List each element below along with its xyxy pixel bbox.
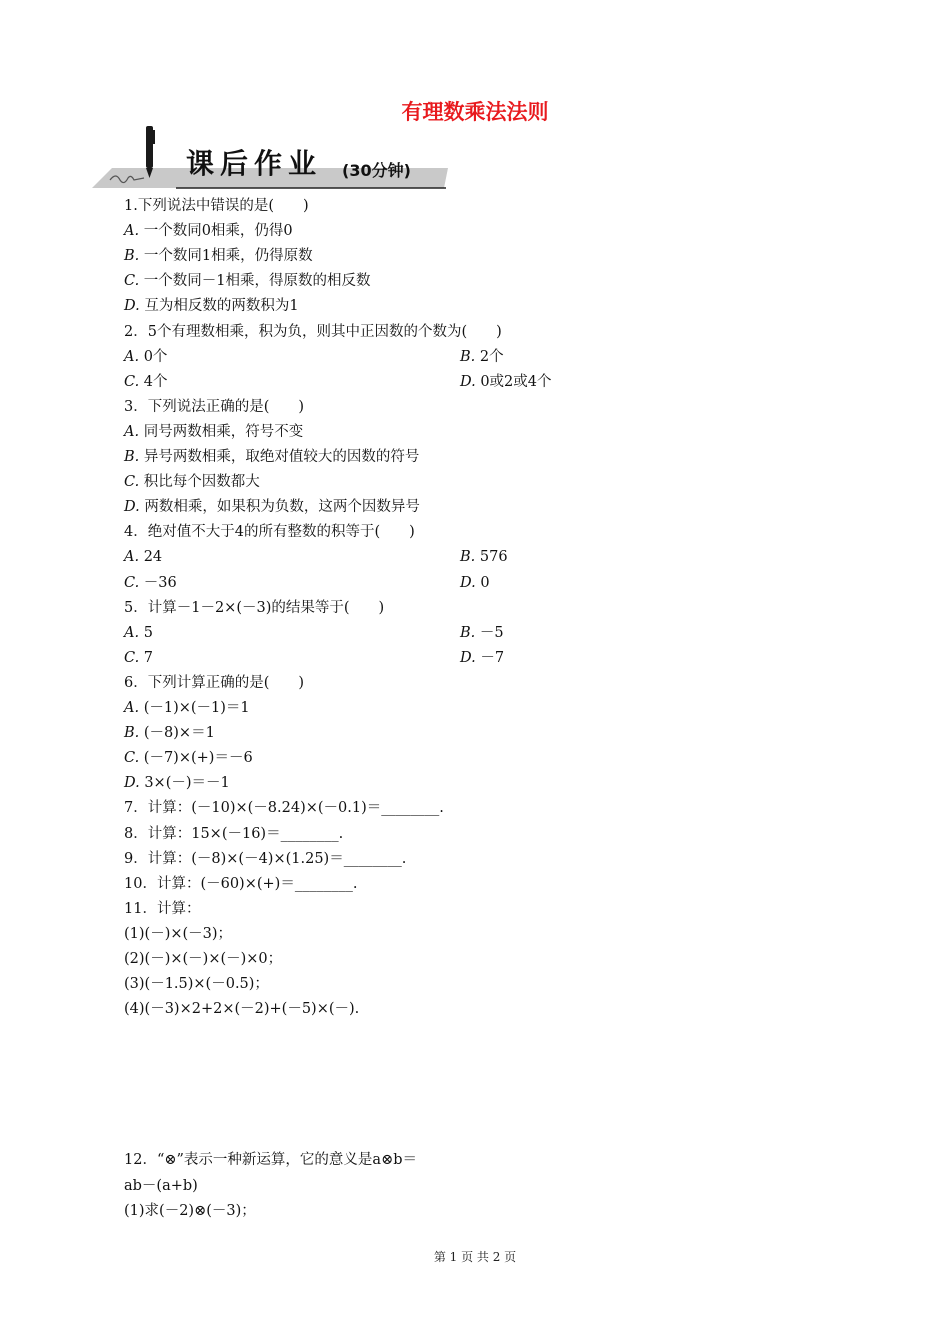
line-text: (－8)×＝1 xyxy=(143,725,215,742)
question-text xyxy=(124,673,304,693)
answer-option xyxy=(124,773,230,793)
option-letter: D. xyxy=(460,649,481,666)
option-letter: A. xyxy=(124,423,144,440)
question-text xyxy=(124,974,269,994)
option-letter: D. xyxy=(124,499,145,516)
question-12-line: ab－(a+b) xyxy=(124,1177,198,1194)
answer-option xyxy=(124,271,371,291)
line-text: 同号两数相乘，符号不变 xyxy=(143,423,304,440)
question-text xyxy=(124,196,309,216)
line-text: 4．绝对值不大于4的所有整数的积等于( ) xyxy=(124,524,415,541)
option-letter: D. xyxy=(460,574,481,591)
answer-option xyxy=(124,347,167,367)
answer-option xyxy=(124,472,260,492)
answer-option xyxy=(460,372,552,392)
option-letter: B. xyxy=(460,549,480,566)
answer-option xyxy=(124,372,168,392)
answer-option xyxy=(124,497,420,517)
line-text: 异号两数相乘，取绝对值较大的因数的符号 xyxy=(143,449,420,465)
line-text: －36 xyxy=(143,574,177,591)
line-text: (1)(－)×(－3)； xyxy=(124,925,233,942)
line-text: 9．计算：(－8)×(－4)×(1.25)＝________. xyxy=(124,850,407,867)
line-text: (3)(－1.5)×(－0.5)； xyxy=(124,976,269,993)
line-text: 0个 xyxy=(143,348,168,365)
question-text xyxy=(124,397,304,417)
line-text: －5 xyxy=(479,624,504,641)
option-letter: B. xyxy=(460,624,480,641)
line-text: 2个 xyxy=(479,348,504,365)
question-12-line: 12．“⊗”表示一种新运算，它的意义是a⊗b＝ xyxy=(124,1152,418,1168)
question-text xyxy=(124,322,502,342)
option-letter: B. xyxy=(124,248,144,265)
line-text: 24 xyxy=(143,549,163,566)
answer-option xyxy=(124,547,162,567)
answer-option xyxy=(124,296,299,316)
line-text: 5 xyxy=(143,624,153,641)
answer-option xyxy=(124,221,293,241)
option-letter: D. xyxy=(124,298,145,315)
answer-option xyxy=(124,447,419,467)
question-text xyxy=(124,824,343,844)
line-text: 11．计算： xyxy=(124,900,201,917)
answer-option xyxy=(460,573,490,593)
option-letter: A. xyxy=(124,700,144,716)
question-text xyxy=(124,949,282,969)
option-letter: D. xyxy=(124,775,145,792)
line-text: 3×(－)＝－1 xyxy=(144,775,230,792)
line-text: 积比每个因数都大 xyxy=(143,474,260,491)
answer-option xyxy=(460,347,504,367)
option-letter: B. xyxy=(460,348,480,365)
line-text: 互为相反数的两数积为1 xyxy=(144,298,299,315)
question-text xyxy=(124,522,415,542)
page-title: 有理数乘法法则 xyxy=(401,100,549,124)
option-letter: A. xyxy=(124,348,144,365)
option-letter: A. xyxy=(124,223,144,240)
answer-option xyxy=(124,698,250,718)
line-text: 3．下列说法正确的是( ) xyxy=(124,398,305,415)
question-text xyxy=(124,598,384,618)
line-text: 1.下列说法中错误的是( ) xyxy=(124,198,309,214)
line-text: 两数相乘，如果积为负数，这两个因数异号 xyxy=(144,499,420,516)
line-text: 10．计算：(－60)×(+)＝________. xyxy=(124,875,358,892)
line-text: (－7)×(+)＝－6 xyxy=(143,750,253,767)
answer-option xyxy=(124,573,177,593)
line-text: 0 xyxy=(480,574,490,591)
page-footer: 第 1 页 共 2 页 xyxy=(433,1250,517,1264)
answer-option xyxy=(124,422,303,442)
line-text: 2．5个有理数相乘，积为负，则其中正因数的个数为( ) xyxy=(124,323,502,340)
line-text: 一个数同0相乘，仍得0 xyxy=(143,223,293,240)
option-letter: C. xyxy=(124,649,144,666)
answer-option xyxy=(460,547,508,567)
question-text xyxy=(124,899,200,919)
option-letter: B. xyxy=(124,725,144,742)
option-letter: C. xyxy=(124,574,144,591)
line-text: 7 xyxy=(143,649,154,666)
line-text: 5．计算－1－2×(－3)的结果等于( ) xyxy=(124,599,385,616)
banner-duration: (30分钟) xyxy=(342,161,411,180)
option-letter: A. xyxy=(124,624,144,641)
option-letter: C. xyxy=(124,474,144,491)
question-text xyxy=(124,874,357,894)
option-letter: A. xyxy=(124,549,144,566)
option-letter: B. xyxy=(124,449,144,465)
question-text xyxy=(124,924,232,944)
question-text xyxy=(124,849,406,869)
line-text: 6．下列计算正确的是( ) xyxy=(124,674,305,691)
line-text: 7．计算：(－10)×(－8.24)×(－0.1)＝________. xyxy=(124,800,444,817)
line-text: 0或2或4个 xyxy=(480,373,552,390)
option-letter: C. xyxy=(124,273,144,290)
line-text: 4个 xyxy=(143,373,168,390)
question-text xyxy=(124,999,359,1019)
banner-heading: 课后作业 xyxy=(186,147,323,180)
line-text: 一个数同－1相乘，得原数的相反数 xyxy=(143,273,371,290)
line-text: 8．计算：15×(－16)＝________. xyxy=(124,825,344,842)
line-text: (－1)×(－1)＝1 xyxy=(143,700,250,716)
answer-option xyxy=(460,648,504,668)
answer-option xyxy=(124,623,153,643)
answer-option xyxy=(460,623,504,643)
line-text: 576 xyxy=(479,549,508,566)
line-text: (4)(－3)×2+2×(－2)+(－5)×(－). xyxy=(124,1001,360,1018)
option-letter: C. xyxy=(124,373,144,390)
line-text: 一个数同1相乘，仍得原数 xyxy=(143,248,313,265)
line-text: －7 xyxy=(480,649,505,666)
option-letter: D. xyxy=(460,373,481,390)
option-letter: C. xyxy=(124,750,144,767)
question-12-line: (1)求(－2)⊗(－3)； xyxy=(124,1203,256,1219)
answer-option xyxy=(124,246,313,266)
answer-option xyxy=(124,723,215,743)
answer-option xyxy=(124,648,153,668)
question-text xyxy=(124,798,444,818)
answer-option xyxy=(124,748,253,768)
line-text: (2)(－)×(－)×(－)×0； xyxy=(124,951,283,967)
